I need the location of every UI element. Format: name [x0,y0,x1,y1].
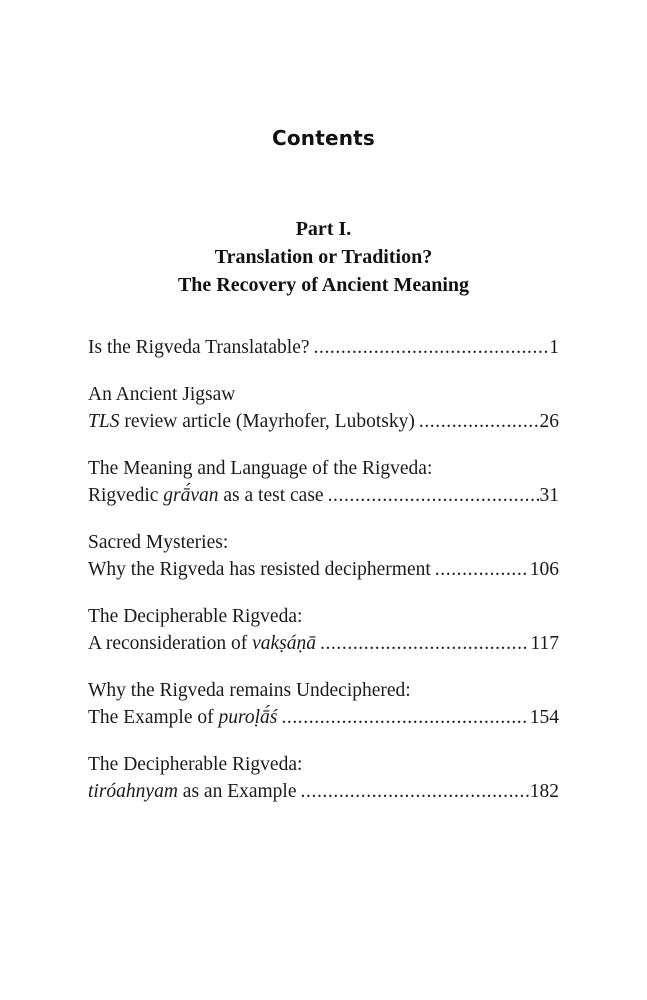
entry-title: Sacred Mysteries: [88,532,229,553]
dot-leader [328,482,539,509]
toc-entry[interactable] [88,381,559,435]
toc-entry[interactable] [88,334,559,361]
toc-entry-line [88,482,559,509]
page-number: 117 [530,633,559,654]
entry-italic-term: grā́van [163,485,219,506]
part-subtitle-2: The Recovery of Ancient Meaning [177,274,470,296]
entry-subtitle: Rigvedic [88,485,164,506]
table-of-contents [88,334,559,825]
part-heading [0,215,647,299]
dot-leader [435,556,529,583]
entry-subtitle: as an Example [177,781,297,802]
toc-entry-line [88,408,559,435]
toc-entry[interactable] [88,751,559,805]
contents-heading: Contents [271,126,376,150]
toc-entry-line [88,778,559,805]
entry-italic-term: puroḷā́ś [218,707,278,728]
entry-italic-term: vakṣáṇā [252,633,316,654]
page-number: 1 [549,337,559,358]
page-number: 182 [529,781,559,802]
toc-entry[interactable] [88,455,559,509]
page-number: 106 [529,559,559,580]
entry-title: The Meaning and Language of the Rigveda: [88,458,433,479]
entry-subtitle: Why the Rigveda has resisted decipherment [88,559,431,580]
page-number: 26 [539,411,559,432]
dot-leader [320,630,529,657]
dot-leader [281,704,528,731]
toc-entry[interactable] [88,529,559,583]
page-number: 31 [539,485,559,506]
part-number: Part I. [295,218,352,240]
toc-entry[interactable] [88,603,559,657]
entry-italic-term: tiróahnyam [88,781,178,802]
entry-title: An Ancient Jigsaw [88,384,236,405]
toc-entry-line [88,630,559,657]
dot-leader [314,334,549,361]
dot-leader [419,408,539,435]
entry-title: Why the Rigveda remains Undeciphered: [88,680,411,701]
toc-entry[interactable] [88,677,559,731]
entry-italic-term: TLS [88,411,120,432]
entry-subtitle: review article (Mayrhofer, Lubotsky) [119,411,415,432]
entry-title: The Decipherable Rigveda: [88,606,303,627]
toc-entry-line [88,334,559,361]
entry-subtitle: Is the Rigveda Translatable? [88,337,310,358]
part-subtitle-1: Translation or Tradition? [214,246,433,268]
entry-subtitle-post: as a test case [218,485,324,506]
entry-subtitle: A reconsideration of [88,633,253,654]
entry-subtitle: The Example of [88,707,219,728]
entry-title: The Decipherable Rigveda: [88,754,303,775]
dot-leader [301,778,529,805]
page-number: 154 [529,707,559,728]
toc-entry-line [88,704,559,731]
toc-entry-line [88,556,559,583]
